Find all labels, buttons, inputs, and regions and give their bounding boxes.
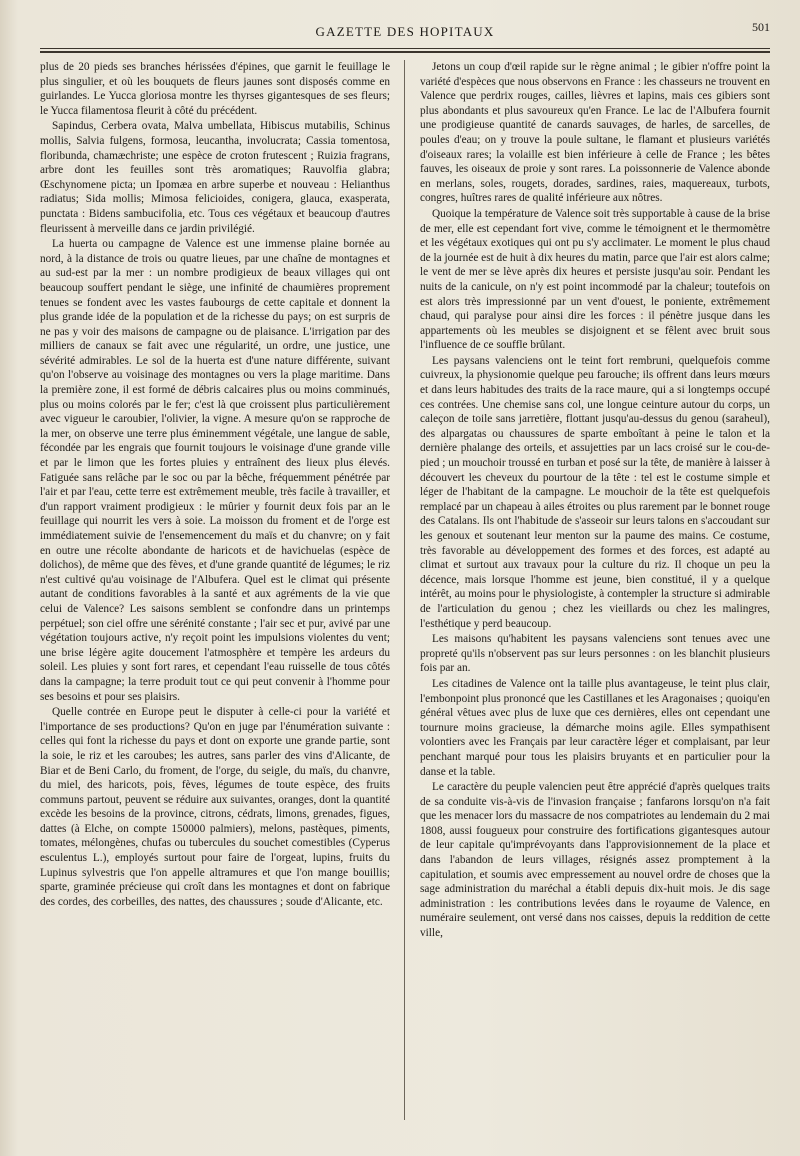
paragraph: Les paysans valenciens ont le teint fort rembruni, quelquefois comme cuivreux, la physionomie quelque peu farouche; ils offrent dans leurs mœurs et dans leurs habitudes des traits de la race maure, qui a si longtemps occupé ces contrées. Une chemise sans col, une longue ceinture autour du corps, un caleçon de toile sans jarretière, flottant jusqu'au-dessus du genou (saraheul), des alpargatas ou chaussures de sparte emboîtant à peine le talon et la dernière phalange des orteils, et assujetties par un lacs croisé sur le cou-de-pied ; un mouchoir troussé en turban et posé sur la tête, de manière à laisser à découvert les cheveux du pourtour de la tête : tel est le costume simple et léger de l'habitant de la campagne. Le mouchoir de la tête est quelquefois remplacé par un chapeau à ailes étroites ou plus rarement par le bonnet rouge des Catalans. Ils ont l'habitude de s'asseoir sur leurs talons en s'accoudant sur les genoux et soutenant leur menton sur la paume des mains. Ce costume, très favorable au développement des formes et des forces, est adapté au climat et surtout aux travaux pour la culture du riz. Il choque un peu la décence, mais lorsque l'homme est jeune, bien constitué, il y a quelque intérêt, au moins pour le physiologiste, à contempler la structure si admirable de l'articulation du genou ; chez les vieillards ou chez les malingres, l'esthétique y perd beaucoup. [420, 354, 770, 630]
right-column [420, 60, 770, 942]
page-header [40, 18, 770, 44]
header-rule-double [40, 51, 770, 53]
paragraph: La huerta ou campagne de Valence est une immense plaine bornée au nord, à la distance de trois ou quatre lieues, par une chaîne de montagnes et au sud-est par la mer : un nombre prodigieux de beaux villages qui ont beaucoup souffert pendant le siège, une infinité de chaumières proprement tenues se fondent avec les vastes faubourgs de cette capitale et donnent la plus grande idée de la population et de la richesse du pays; on est surpris de ne pas y voir des maisons de campagne ou de plaisance. L'irrigation par des milliers de canaux se fait avec une régularité, un ordre, une justice, une sévérité admirables. Le sol de la huerta est d'une nature différente, suivant qu'on l'observe au voisinage des montagnes ou vers la plage maritime. Dans la première zone, il est formé de débris calcaires plus ou moins comminués, plus ou moins colorés par le fer; c'est là que croissent plus particulièrement avec vigueur le caroubier, l'olivier, la vigne. A mesure qu'on se rapproche de la mer, on observe une terre plus éminemment végétale, une langue de sable, fécondée par les engrais que fournit toujours le voisinage d'une grande ville et par le limon que les fortes pluies y entraînent des lieux plus élevés. Fatiguée sans relâche par le soc ou par la bêche, fréquemment pénétrée par l'air et par l'eau, cette terre est extrêmement meuble, très facile à travailler, et d'un rapport vraiment prodigieux : le mûrier y fournit deux fois par an le feuillage qui nourrit les vers à soie. La moisson du froment et de l'orge est immédiatement suivie de l'ensemencement du maïs et du chanvre; on y fait en outre une récolte abondante de haricots et de havichuelas (espèce de dolichos), de même que des fèves, et d'une grande quantité de légumes; le riz n'est cultivé qu'au voisinage de l'Albufera. Quel est le climat qui présente autant de conditions favorables à la santé et aux agréments de la vie que celui de Valence? Les saisons semblent se confondre dans un printemps perpétuel; son ciel offre une sérénité constante ; l'air sec et pur, avivé par une végétation toujours active, n'y reçoit point les impulsions violentes du vent; une brise légère agite doucement l'atmosphère et tempère les ardeurs du soleil. Les pluies y sont fort rares, et cependant l'eau ruisselle de tous côtés dans la campagne; la terre produit tout ce qui peut convenir à l'homme pour ses besoins et pour ses plaisirs. [40, 238, 390, 703]
paragraph: Le caractère du peuple valencien peut être apprécié d'après quelques traits de sa conduite vis-à-vis de l'invasion française ; fanfarons lorsqu'on n'a fait que les menacer lors du massacre de nos compatriotes au lendemain du 2 mai 1808, aussi fougueux pour construire des fortifications gigantesques autour de leur capitale qu'imprévoyants dans l'approvisionnement de la place et dans l'abandon de leurs villages, résignés assez promptement à la capitulation, et soumis avec empressement au nouvel ordre de choses que la sage administration du maréchal a établi depuis dix-huit mois. Je dis sage administration : les contributions levées dans le royaume de Valence, en numéraire seulement, ont versé dans nos caisses, depuis la reddition de cette ville, [420, 781, 770, 940]
column-divider [404, 60, 405, 1120]
paragraph: Quoique la température de Valence soit très supportable à cause de la brise de mer, elle est cependant fort vive, comme le témoignent et le thermomètre et les végétaux exotiques qui ont pu s'y acclimater. Le moment le plus chaud de la journée est de huit à dix heures du matin, parce que l'air est alors calme; le vent de mer se lève après dix heures et persiste jusqu'au soir. Pendant les nuits de la canicule, on n'y est point incommodé par la chaleur; toutefois on est alors très impressionné par un vent d'ouest, le poniente, extrêmement chaud, qui paralyse pour ainsi dire les forces : il pénètre jusque dans les appartements où les meubles se disjoignent et se fêlent avec bruit sous l'influence de ce souffle brûlant. [420, 207, 770, 352]
paragraph: Jetons un coup d'œil rapide sur le règne animal ; le gibier n'offre point la variété d'espèces que nous observons en France : les chasseurs ne trouvent en Valence que perdrix rouges, cailles, lièvres et lapins, mais ces gibiers sont plus abondants et plus savoureux qu'en France. Le lac de l'Albufera fournit une prodigieuse quantité de canards sauvages, de harles, de sarcelles, de poules d'eau; on y trouve la poule sultane, le flamant et plusieurs variétés d'oiseaux rares; la volaille est bien inférieure à celle de France ; les bêtes fauves, les oiseaux de proie y sont rares. La poissonnerie de Valence abonde en merlans, soles, rougets, dorades, sardines, raies, maquereaux, turbots, congres, huîtres rares de qualité inférieure aux nôtres. [420, 61, 770, 205]
paragraph: plus de 20 pieds ses branches hérissées d'épines, que garnit le feuillage le plus singulier, et où les bouquets de fleurs jaunes sont disposés comme en guirlandes. Le Yucca gloriosa montre les thyrses gigantesques de ses fleurs; le Yucca filamentosa fleurit à côté du précédent. [40, 61, 390, 117]
paragraph: Sapindus, Cerbera ovata, Malva umbellata, Hibiscus mutabilis, Schinus mollis, Salvia fulgens, formosa, leucantha, involucrata; Cassia tomentosa, floribunda, chamæchriste; une espèce de croton frutescent ; Ruizia fragrans, arbre dont les feuilles sont très aromatiques; Rauvolfia glabra; Œschynomene picta; un Ipomæa en arbre superbe et nouveau : Helianthus radiatus; Sida mollis; Mimosa felicioides, conigera, glauca, exasperata, punctata : Bidens sambucifolia, etc. Tous ces végétaux et beaucoup d'autres fleurissent à merveille dans ce jardin privilégié. [40, 120, 390, 235]
left-column [40, 60, 390, 910]
paragraph: Les maisons qu'habitent les paysans valenciens sont tenues avec une propreté qu'ils n'observent pas sur leurs personnes : on les blanchit plusieurs fois par an. [420, 633, 770, 675]
page-title: GAZETTE DES HOPITAUX [315, 24, 495, 39]
paragraph: Les citadines de Valence ont la taille plus avantageuse, le teint plus clair, l'embonpoint plus prononcé que les Castillanes et les Aragonaises ; quoiqu'en général vêtues avec plus de luxe que ces dernières, elles ont cependant une tournure moins gracieuse, la démarche moins agile. Elles sympathisent volontiers avec les Français par leur caractère léger et complaisant, par leur penchant marqué pour tous les plaisirs bruyants et en particulier pour la danse et la table. [420, 677, 770, 778]
paragraph: Quelle contrée en Europe peut le disputer à celle-ci pour la variété et l'importance de ses productions? Qu'on en juge par l'énumération suivante : celles qui font la richesse du pays et dont on exporte une grande partie, sont la soie, le riz et les caroubes; les autres, sans parler des vins d'Alicante, de Biar et de Beni Carlo, du froment, de l'orge, du seigle, du maïs, du chanvre, du miel, des haricots, pois, fèves, légumes de toute espèce, des fruits communs partout, peuvent se réduire aux suivantes, oranges, dont la quantité excède les besoins de la province, citrons, cédrats, limons, grenades, figues, dattes (à Elche, on compte 150000 palmiers), melons, pastèques, piments, tomates, mélongènes, chufas ou tubercules du souchet comestibles (Cyperus esculentus L.), employés surtout pour faire de l'orgeat, lupins, fruits du Lupinus sylvestris que l'on appelle altramures et que l'on mange bouillis; sparte, graminée précieuse qui croît dans les montagnes et dont on fabrique des cordes, des corbeilles, des nattes, des chaussures ; soude d'Alicante, etc. [40, 706, 390, 908]
page-number: 501 [752, 20, 770, 34]
header-rule [40, 48, 770, 49]
